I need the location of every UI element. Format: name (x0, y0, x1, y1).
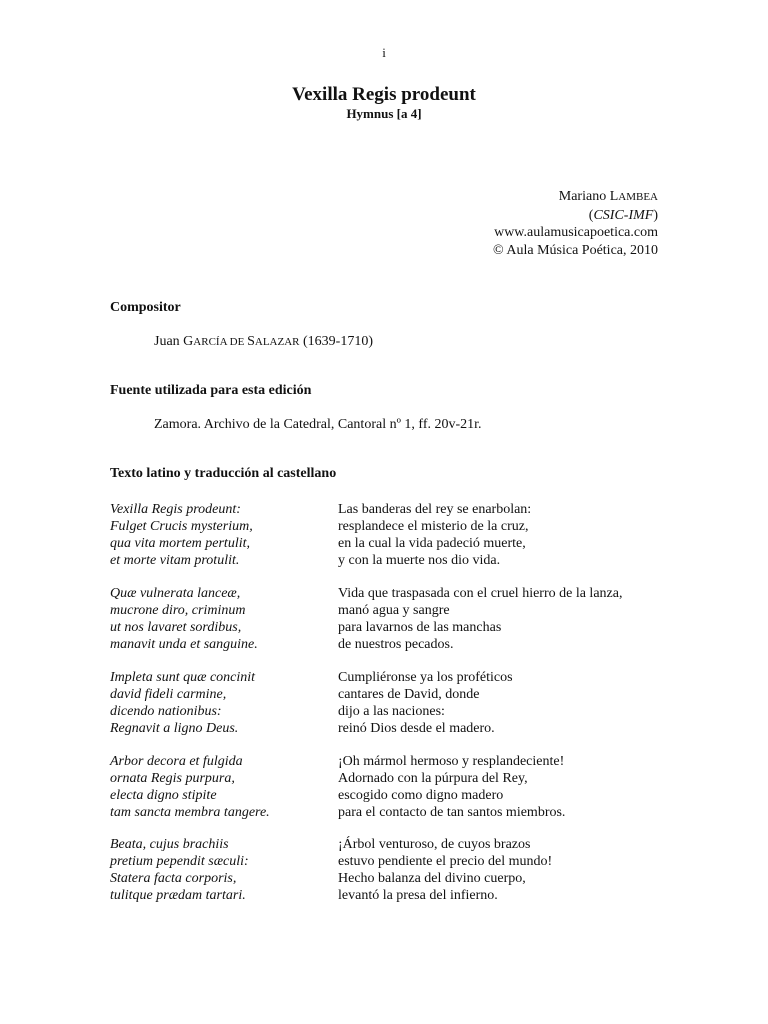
latin-verse: Vexilla Regis prodeunt: (110, 502, 241, 517)
stanza-line (110, 602, 670, 619)
stanza-line (110, 787, 670, 804)
stanza-line (110, 669, 670, 686)
editor-last-rest: AMBEA (618, 191, 658, 203)
stanza-line (110, 836, 670, 853)
composer-first-name: Juan (154, 334, 184, 349)
source-text: Zamora. Archivo de la Catedral, Cantoral nº 1, ff. 20v-21r. (154, 417, 482, 432)
stanza-line (110, 552, 670, 569)
stanza-line (110, 753, 670, 770)
composer-dates: (1639-1710) (299, 334, 373, 349)
latin-verse: Quæ vulnerata lanceæ, (110, 586, 241, 601)
stanza-line (110, 804, 670, 821)
latin-verse: ornata Regis purpura, (110, 771, 235, 786)
stanza-line (110, 585, 670, 602)
spanish-translation: escogido como digno madero (338, 788, 504, 803)
spanish-translation: reinó Dios desde el madero. (338, 721, 495, 736)
document-subtitle: Hymnus [a 4] (346, 106, 422, 121)
composer-surname-middle: DE (226, 336, 248, 348)
latin-verse: Fulget Crucis mysterium, (110, 519, 253, 534)
composer-name (154, 334, 373, 350)
affiliation-text: CSIC-IMF (593, 207, 654, 223)
spanish-translation: para lavarnos de las manchas (338, 620, 502, 635)
latin-verse: electa digno stipite (110, 788, 217, 803)
spanish-translation: de nuestros pecados. (338, 637, 454, 652)
stanza-2 (110, 585, 670, 653)
composer-heading: Compositor (110, 300, 181, 315)
composer-surname-initial: G (183, 334, 194, 349)
spanish-translation: Vida que traspasada con el cruel hierro de la lanza, (338, 586, 623, 601)
spanish-translation: ¡Árbol venturoso, de cuyos brazos (338, 837, 531, 852)
stanza-3 (110, 669, 670, 737)
spanish-translation: en la cual la vida padeció muerte, (338, 536, 526, 551)
editor-name (493, 188, 658, 207)
latin-verse: Statera facta corporis, (110, 871, 237, 886)
document-title: Vexilla Regis prodeunt (292, 84, 476, 105)
stanza-line (110, 770, 670, 787)
text-heading: Texto latino y traducción al castellano (110, 466, 337, 481)
latin-verse: tam sancta membra tangere. (110, 805, 270, 820)
stanza-line (110, 501, 670, 518)
stanza-line (110, 853, 670, 870)
latin-verse: et morte vitam protulit. (110, 553, 240, 568)
source-heading: Fuente utilizada para esta edición (110, 383, 312, 398)
stanza-line (110, 535, 670, 552)
latin-verse: ut nos lavaret sordibus, (110, 620, 242, 635)
stanza-1 (110, 501, 670, 569)
affiliation-close-paren: ) (653, 207, 658, 223)
spanish-translation: resplandece el misterio de la cruz, (338, 519, 529, 534)
stanza-4 (110, 753, 670, 821)
spanish-translation: Adornado con la púrpura del Rey, (338, 771, 528, 786)
spanish-translation: Hecho balanza del divino cuerpo, (338, 871, 526, 886)
stanza-line (110, 720, 670, 737)
editor-last-initial: L (609, 189, 619, 204)
spanish-translation: ¡Oh mármol hermoso y resplandeciente! (338, 754, 565, 769)
spanish-translation: para el contacto de tan santos miembros. (338, 805, 566, 820)
spanish-translation: Las banderas del rey se enarbolan: (338, 502, 532, 517)
latin-verse: manavit unda et sanguine. (110, 637, 258, 652)
spanish-translation: cantares de David, donde (338, 687, 480, 702)
latin-verse: david fideli carmine, (110, 687, 227, 702)
latin-verse: qua vita mortem pertulit, (110, 536, 250, 551)
latin-verse: pretium pependit sæculi: (110, 854, 249, 869)
stanza-line (110, 619, 670, 636)
latin-verse: Beata, cujus brachiis (110, 837, 229, 852)
stanza-line (110, 518, 670, 535)
latin-verse: dicendo nationibus: (110, 704, 222, 719)
stanza-line (110, 686, 670, 703)
spanish-translation: dijo a las naciones: (338, 704, 445, 719)
composer-surname2-initial: S (247, 334, 255, 349)
editor-website: www.aulamusicapoetica.com (494, 225, 658, 240)
spanish-translation: y con la muerte nos dio vida. (338, 553, 501, 568)
editor-affiliation (493, 207, 658, 225)
latin-verse: mucrone diro, criminum (110, 603, 246, 618)
spanish-translation: Cumpliéronse ya los proféticos (338, 670, 513, 685)
spanish-translation: estuvo pendiente el precio del mundo! (338, 854, 553, 869)
stanza-5 (110, 836, 670, 904)
stanza-line (110, 870, 670, 887)
latin-verse: Impleta sunt quæ concinit (110, 670, 256, 685)
latin-verse: Arbor decora et fulgida (110, 754, 243, 769)
latin-verse: tulitque prædam tartari. (110, 888, 246, 903)
stanza-line (110, 887, 670, 904)
latin-verse: Regnavit a ligno Deus. (110, 721, 239, 736)
composer-surname2-rest: ALAZAR (254, 336, 300, 348)
stanza-line (110, 636, 670, 653)
editor-copyright: © Aula Música Poética, 2010 (493, 242, 658, 258)
spanish-translation: manó agua y sangre (338, 603, 450, 618)
spanish-translation: levantó la presa del infierno. (338, 888, 498, 903)
page-number: i (382, 45, 386, 60)
composer-surname-rest: ARCÍA (193, 336, 227, 348)
editor-block (493, 188, 658, 259)
affiliation-open-paren: ( (588, 207, 594, 223)
editor-first-name: Mariano (558, 189, 610, 204)
stanza-line (110, 703, 670, 720)
